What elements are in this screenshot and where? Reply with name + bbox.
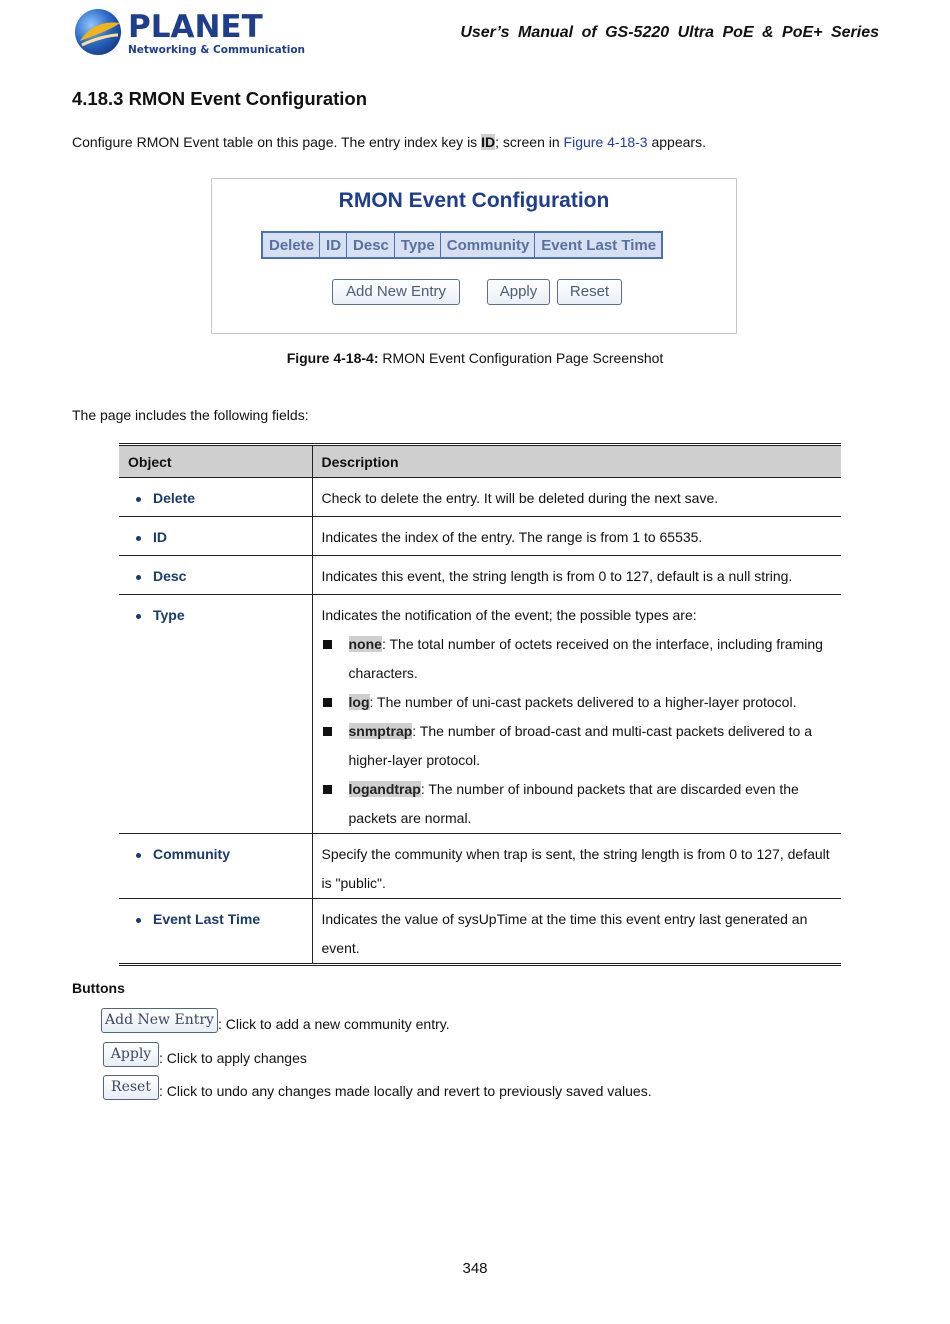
- button-description: : Click to add a new community entry.: [218, 1016, 450, 1032]
- type-option-key: log: [348, 694, 370, 710]
- figure-link[interactable]: Figure 4-18-3: [563, 134, 648, 150]
- button-description: : Click to apply changes: [159, 1050, 307, 1066]
- table-row: [119, 478, 841, 517]
- table-row: [119, 899, 841, 965]
- square-bullet-icon: [323, 698, 332, 707]
- object-name: Community: [153, 846, 230, 862]
- square-bullet-icon: [323, 640, 332, 649]
- planet-logo: [72, 5, 306, 61]
- header-description: Description: [312, 445, 841, 478]
- table-row: [119, 595, 841, 834]
- type-option-text: : The number of inbound packets that are discarded even the packets are normal.: [348, 781, 799, 826]
- svg-text:Networking & Communication: Networking & Communication: [128, 44, 306, 56]
- object-name: Delete: [153, 490, 196, 506]
- figure-caption: [0, 350, 950, 366]
- button-item: [103, 1042, 307, 1067]
- svg-text:PLANET: PLANET: [128, 9, 263, 45]
- caption-text: RMON Event Configuration Page Screenshot: [378, 350, 664, 366]
- table-row: [119, 517, 841, 556]
- table-row: [119, 556, 841, 595]
- screenshot-table: [261, 231, 663, 259]
- add-new-entry-button[interactable]: Add New Entry: [101, 1008, 218, 1033]
- apply-button[interactable]: Apply: [103, 1042, 159, 1067]
- type-option-text: : The total number of octets received on the interface, including framing characters.: [348, 636, 823, 681]
- intro-text-end: appears.: [647, 134, 706, 150]
- screenshot-col-community: Community: [440, 232, 535, 258]
- type-option-item: [322, 630, 833, 688]
- description-cell: [312, 595, 841, 834]
- bullet-icon: [136, 918, 141, 923]
- button-description: : Click to undo any changes made locally and revert to previously saved values.: [159, 1083, 652, 1099]
- object-name: Type: [153, 607, 185, 623]
- manual-title: User’s Manual of GS-5220 Ultra PoE & PoE+ Series: [460, 24, 879, 41]
- description-cell: Check to delete the entry. It will be deleted during the next save.: [312, 478, 841, 517]
- description-cell: Indicates this event, the string length is from 0 to 127, default is a null string.: [312, 556, 841, 595]
- screenshot-col-id: ID: [320, 232, 347, 258]
- type-option-key: none: [348, 636, 382, 652]
- fields-table: [119, 443, 841, 966]
- page-number: 348: [462, 1260, 488, 1277]
- description-cell: Indicates the value of sysUpTime at the time this event entry last generated an event.: [312, 899, 841, 965]
- type-option-text: : The number of uni-cast packets delivered to a higher-layer protocol.: [369, 694, 797, 710]
- button-item: [101, 1008, 450, 1033]
- type-option-item: [322, 775, 833, 833]
- screenshot-col-delete: Delete: [262, 232, 320, 258]
- square-bullet-icon: [323, 785, 332, 794]
- object-name: Desc: [153, 568, 187, 584]
- screenshot-col-event-last-time: Event Last Time: [535, 232, 662, 258]
- table-row: [119, 834, 841, 899]
- description-cell: Specify the community when trap is sent, the string length is from 0 to 127, default is "public".: [312, 834, 841, 899]
- type-option-text: : The number of broad-cast and multi-cast packets delivered to a higher-layer protocol.: [348, 723, 813, 768]
- bullet-icon: [136, 497, 141, 502]
- object-cell: [119, 478, 312, 517]
- reset-button[interactable]: Reset: [557, 279, 622, 305]
- header-object: Object: [119, 445, 312, 478]
- square-bullet-icon: [323, 727, 332, 736]
- description-cell: Indicates the index of the entry. The range is from 1 to 65535.: [312, 517, 841, 556]
- screenshot-title: RMON Event Configuration: [338, 189, 610, 212]
- screenshot-col-desc: Desc: [347, 232, 395, 258]
- screenshot-col-type: Type: [394, 232, 440, 258]
- object-cell: [119, 899, 312, 965]
- intro-text-mid: ; screen in: [495, 134, 564, 150]
- object-cell: [119, 595, 312, 834]
- object-cell: [119, 834, 312, 899]
- reset-button[interactable]: Reset: [103, 1075, 159, 1100]
- intro-key-highlight: ID: [481, 134, 496, 150]
- buttons-heading: Buttons: [72, 980, 125, 996]
- bullet-icon: [136, 575, 141, 580]
- bullet-icon: [136, 536, 141, 541]
- type-option-key: snmptrap: [348, 723, 413, 739]
- rmon-event-screenshot: [211, 178, 737, 334]
- object-cell: [119, 556, 312, 595]
- section-title: 4.18.3 RMON Event Configuration: [72, 88, 368, 109]
- type-option-key: logandtrap: [348, 781, 421, 797]
- type-option-item: [322, 688, 833, 717]
- intro-paragraph: [72, 134, 706, 150]
- type-option-item: [322, 717, 833, 775]
- type-description: Indicates the notification of the event; the possible types are:: [321, 607, 697, 623]
- add-new-entry-button[interactable]: Add New Entry: [332, 279, 460, 305]
- intro-text-start: Configure RMON Event table on this page. The entry index key is: [72, 134, 482, 150]
- bullet-icon: [136, 853, 141, 858]
- fields-intro: The page includes the following fields:: [72, 407, 309, 423]
- caption-label: Figure 4-18-4:: [286, 350, 379, 366]
- bullet-icon: [136, 614, 141, 619]
- object-name: Event Last Time: [153, 911, 261, 927]
- button-item: [103, 1075, 652, 1100]
- object-name: ID: [153, 529, 167, 545]
- apply-button[interactable]: Apply: [487, 279, 550, 305]
- object-cell: [119, 517, 312, 556]
